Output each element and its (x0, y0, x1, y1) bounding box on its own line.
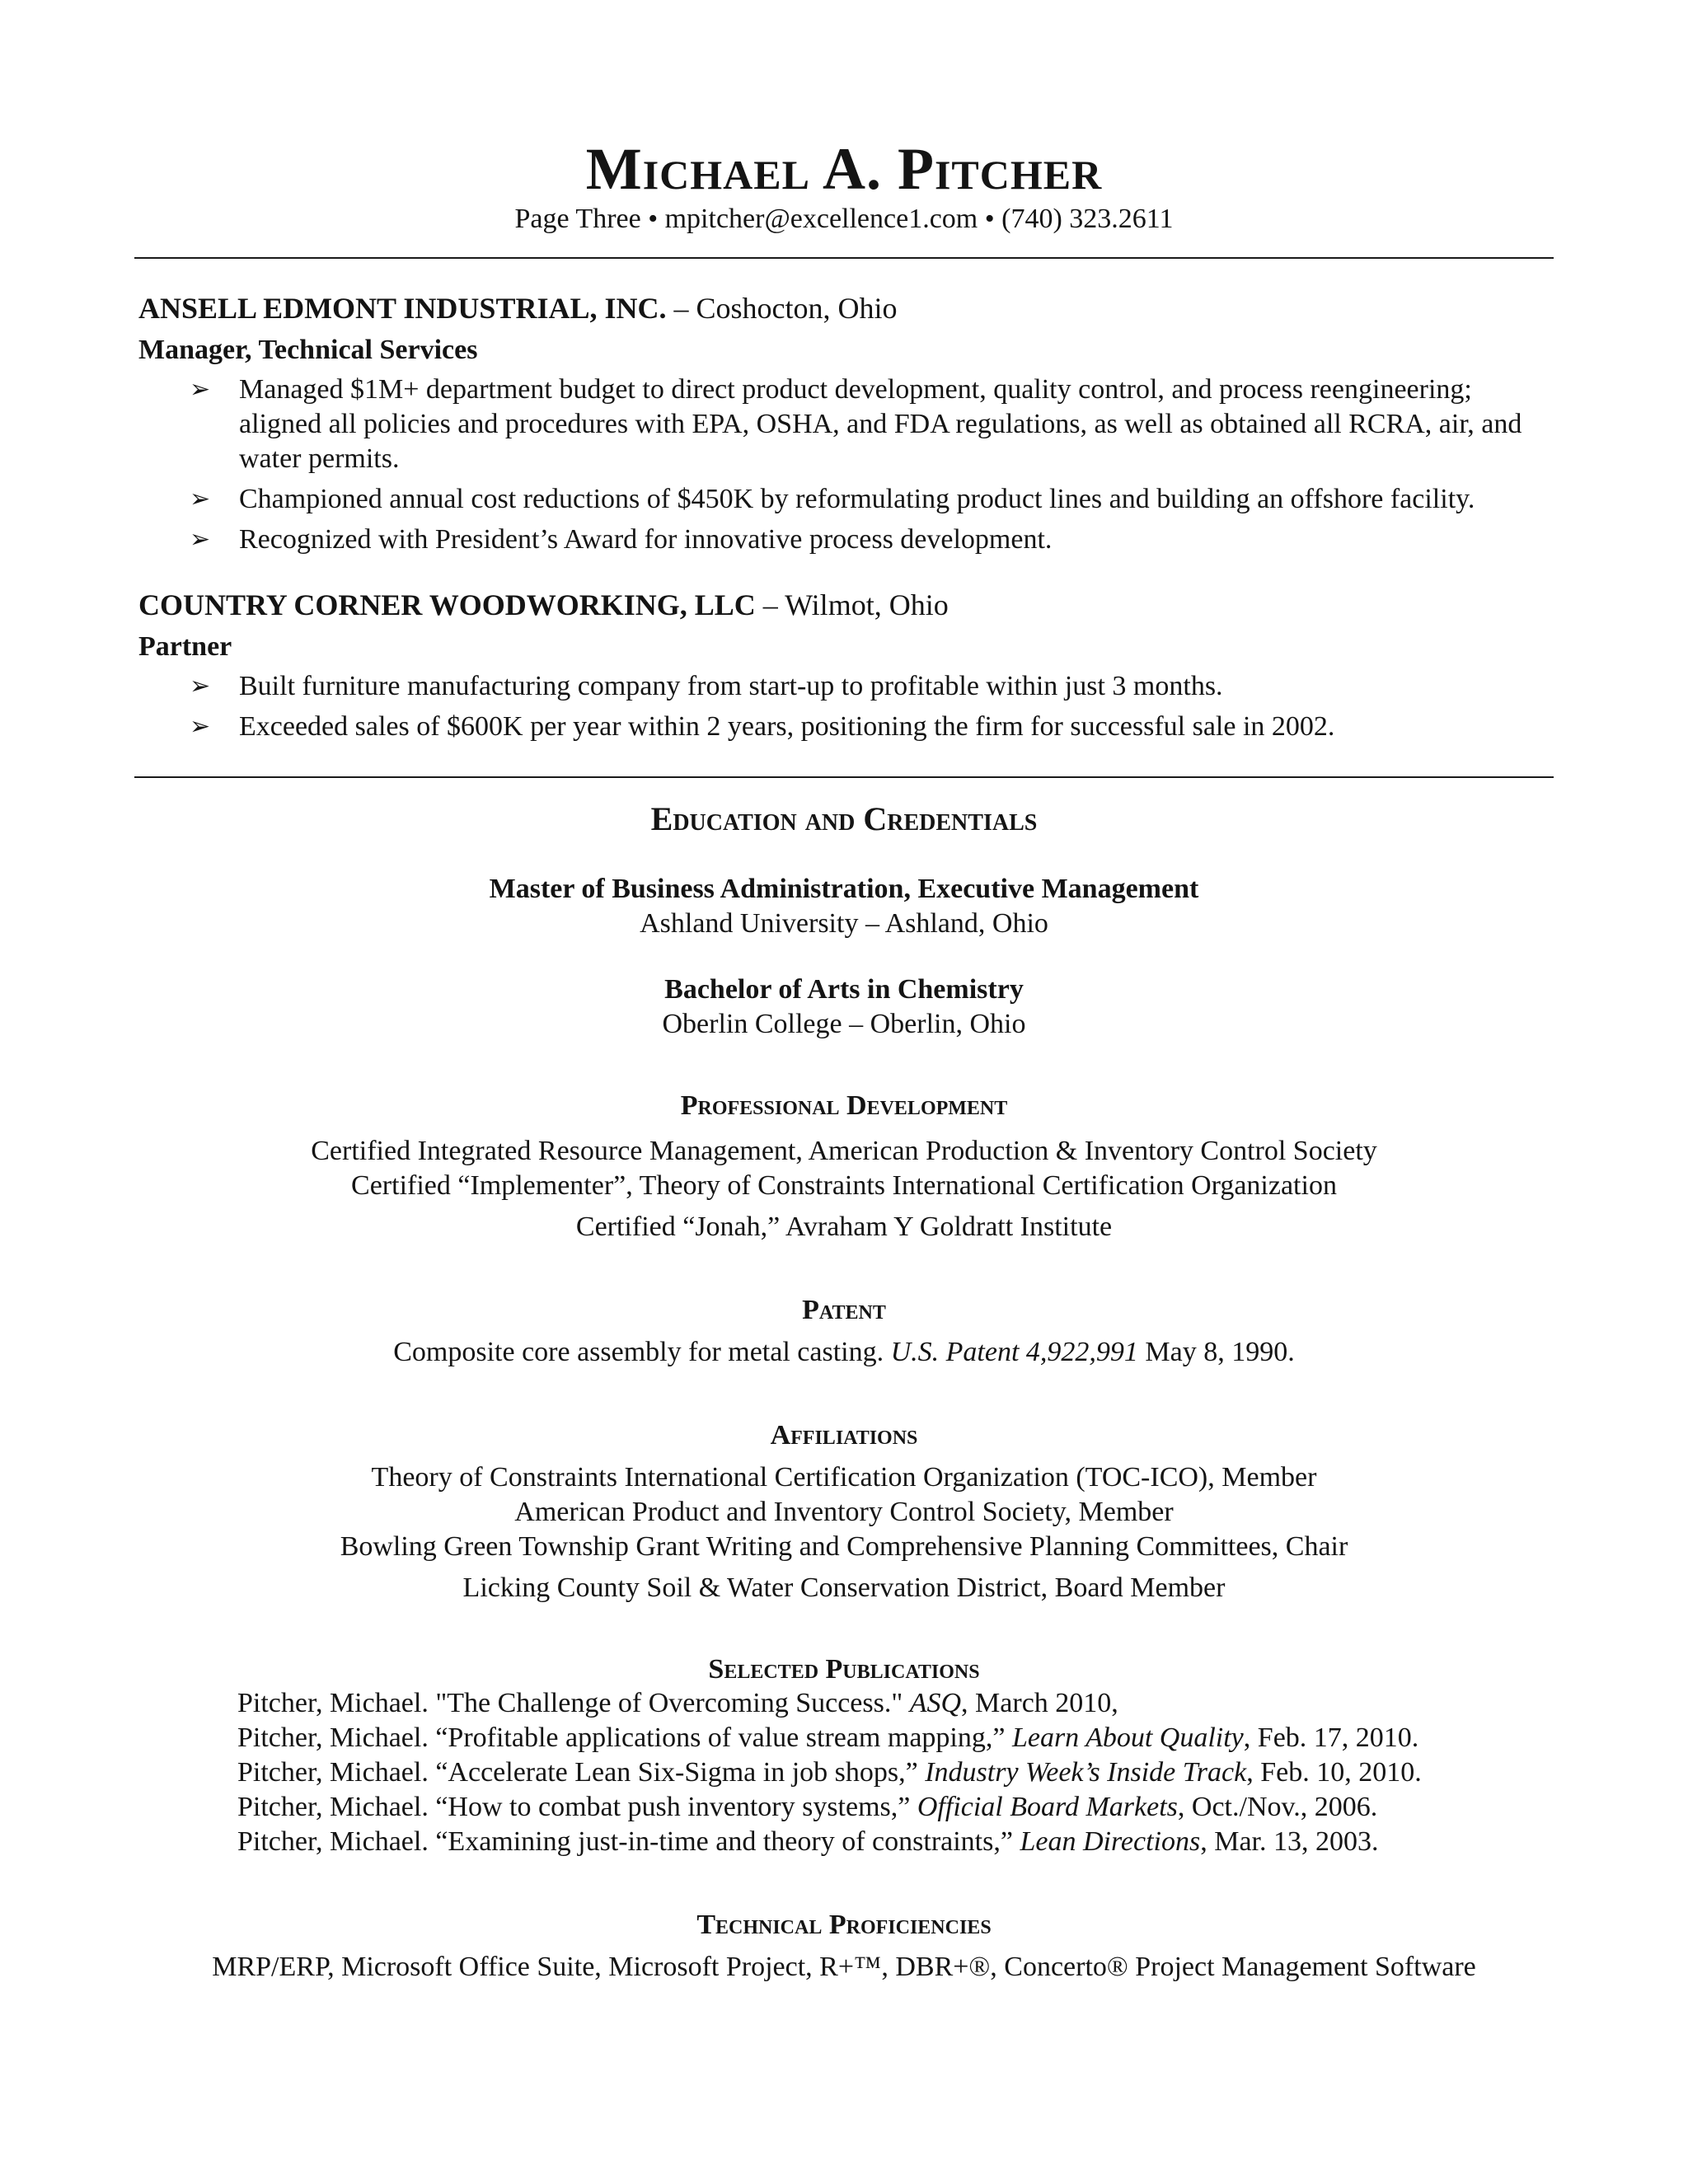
affiliation-item: American Product and Inventory Control Society, Member (514, 1497, 1174, 1527)
header-divider (134, 257, 1554, 259)
job-bullets (138, 373, 1556, 563)
section-divider (134, 776, 1554, 778)
publication-item: Pitcher, Michael. “Profitable applications of value stream mapping,” Learn About Quality, Feb. 17, 2010. (237, 1722, 1419, 1753)
list-item: ➢ Built furniture manufacturing company from start-up to profitable within just 3 months. (138, 669, 1556, 704)
section-heading-patent: Patent (802, 1295, 886, 1325)
technical-skills: MRP/ERP, Microsoft Office Suite, Microsoft Project, R+™, DBR+®, Concerto® Project Management Software (212, 1952, 1476, 1982)
company-name: ANSELL EDMONT INDUSTRIAL, INC. (138, 292, 667, 325)
publication-item: Pitcher, Michael. "The Challenge of Overcoming Success." ASQ, March 2010, (237, 1688, 1118, 1718)
candidate-name: Michael A. Pitcher (585, 136, 1103, 202)
certification-item: Certified “Implementer”, Theory of Constraints International Certification Organization (351, 1170, 1337, 1201)
list-item: ➢ Managed $1M+ department budget to direct product development, quality control, and process reengineering; aligned all policies and procedures with EPA, OSHA, and FDA regulations, as well as obtained all RCRA, air, and water permits. (190, 374, 1522, 474)
patent-date: May 8, 1990. (1137, 1337, 1295, 1367)
affiliation-item: Licking County Soil & Water Conservation District, Board Member (462, 1572, 1226, 1603)
job-title: Manager, Technical Services (138, 335, 478, 365)
company-location: – Wilmot, Ohio (755, 588, 949, 621)
company-location: – Coshocton, Ohio (666, 292, 898, 325)
company-heading (138, 290, 898, 326)
arrow-bullet-icon: ➢ (190, 485, 211, 513)
section-heading-education: Education and Credentials (650, 800, 1038, 837)
patent-number: U.S. Patent 4,922,991 (890, 1337, 1138, 1367)
arrow-bullet-icon: ➢ (190, 713, 211, 740)
section-heading-professional-development: Professional Development (680, 1090, 1008, 1121)
arrow-bullet-icon: ➢ (190, 673, 211, 700)
arrow-bullet-icon: ➢ (190, 526, 211, 553)
publication-item: Pitcher, Michael. “Accelerate Lean Six-Sigma in job shops,” Industry Week’s Inside Track, Feb. 10, 2010. (237, 1757, 1422, 1788)
section-heading-publications: Selected Publications (708, 1654, 980, 1685)
certification-item: Certified “Jonah,” Avraham Y Goldratt Institute (575, 1212, 1113, 1242)
patent-description: Composite core assembly for metal casting. (393, 1337, 891, 1367)
publication-item: Pitcher, Michael. “How to combat push inventory systems,” Official Board Markets, Oct./Nov., 2006. (237, 1792, 1378, 1822)
patent-entry (0, 1335, 1688, 1370)
section-heading-technical: Technical Proficiencies (696, 1910, 992, 1940)
degree-school: Ashland University – Ashland, Ohio (640, 908, 1048, 939)
list-item: ➢ Championed annual cost reductions of $450K by reformulating product lines and building an offshore facility. (138, 482, 1556, 517)
certification-item: Certified Integrated Resource Management, American Production & Inventory Control Society (311, 1136, 1377, 1166)
degree-title: Master of Business Administration, Executive Management (489, 874, 1199, 904)
section-heading-affiliations: Affiliations (770, 1420, 918, 1451)
degree-school: Oberlin College – Oberlin, Ohio (662, 1009, 1026, 1039)
job-title: Partner (138, 631, 232, 662)
degree-title: Bachelor of Arts in Chemistry (664, 974, 1024, 1005)
contact-line: Page Three • mpitcher@excellence1.com • (740) 323.2611 (514, 204, 1174, 234)
arrow-bullet-icon: ➢ (190, 376, 211, 403)
list-item: ➢ Recognized with President’s Award for innovative process development. (138, 523, 1556, 557)
publication-item: Pitcher, Michael. “Examining just-in-time and theory of constraints,” Lean Directions, Mar. 13, 2003. (237, 1826, 1379, 1857)
affiliation-item: Theory of Constraints International Certification Organization (TOC-ICO), Member (371, 1462, 1317, 1493)
affiliation-item: Bowling Green Township Grant Writing and Comprehensive Planning Committees, Chair (340, 1531, 1348, 1562)
company-name: COUNTRY CORNER WOODWORKING, LLC (138, 588, 756, 621)
company-heading (138, 587, 949, 623)
list-item: ➢ Exceeded sales of $600K per year within 2 years, positioning the firm for successful sale in 2002. (138, 710, 1556, 744)
publication-list (237, 1686, 1422, 1859)
job-bullets (138, 669, 1556, 750)
